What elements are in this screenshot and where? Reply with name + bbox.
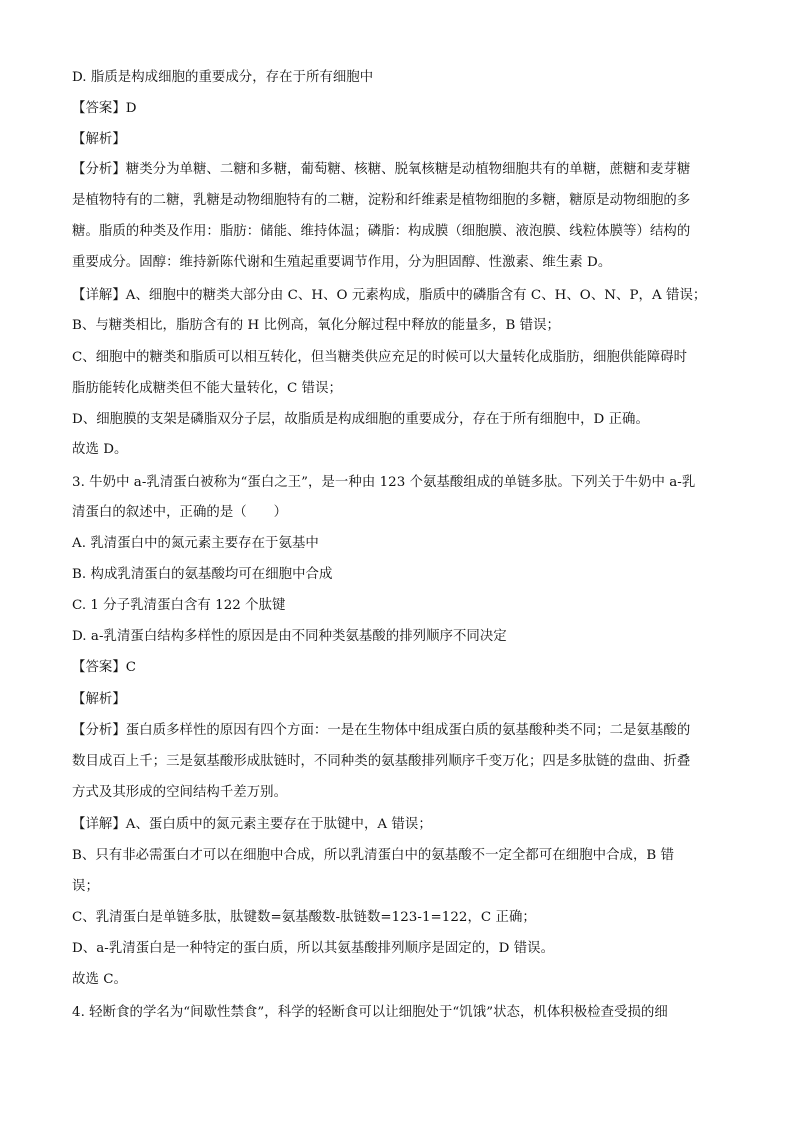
q2-answer: 【答案】D: [72, 101, 137, 116]
q3-detail-line: 误；: [72, 879, 99, 894]
q3-analysis-line: 方式及其形成的空间结构千差万别。: [72, 785, 288, 800]
q2-detail-line: B、与糖类相比，脂肪含有的 H 比例高，氧化分解过程中释放的能量多，B 错误；: [72, 318, 560, 333]
q3-detail-line: 【详解】A、蛋白质中的氮元素主要存在于肽键中，A 错误；: [72, 817, 432, 832]
q2-analysis-line: 糖。脂质的种类及作用：脂肪：储能、维持体温；磷脂：构成膜（细胞膜、液泡膜、线粒体膜等）结构的: [72, 224, 691, 239]
q2-detail-line: D、细胞膜的支架是磷脂双分子层，故脂质是构成细胞的重要成分，存在于所有细胞中，D 正确。: [72, 412, 649, 427]
q3-detail-line: C、乳清蛋白是单链多肽，肽键数=氨基酸数-肽链数=123-1=122，C 正确；: [72, 910, 536, 925]
q2-detail-line: C、细胞中的糖类和脂质可以相互转化，但当糖类供应充足的时候可以大量转化成脂肪，细胞供能障碍时: [72, 350, 688, 365]
q3-option-c: C. 1 分子乳清蛋白含有 122 个肽键: [72, 598, 286, 613]
q2-option-d: D. 脂质是构成细胞的重要成分，存在于所有细胞中: [72, 70, 374, 85]
q2-analysis-line: 重要成分。固醇：维持新陈代谢和生殖起重要调节作用，分为胆固醇、性激素、维生素 D。: [72, 255, 612, 270]
q3-analysis-line: 【分析】蛋白质多样性的原因有四个方面：一是在生物体中组成蛋白质的氨基酸种类不同；二是氨基酸的: [72, 723, 691, 738]
q3-answer: 【答案】C: [72, 660, 137, 675]
q3-conclusion: 故选 C。: [72, 972, 127, 987]
q2-detail-line: 【详解】A、细胞中的糖类大部分由 C、H、O 元素构成，脂质中的磷脂含有 C、H、O、N、P，A 错误；: [72, 288, 707, 303]
q3-option-b: B. 构成乳清蛋白的氨基酸均可在细胞中合成: [72, 567, 333, 582]
q3-analysis-label: 【解析】: [72, 692, 126, 707]
q3-analysis-line: 数目成百上千；三是氨基酸形成肽链时，不同种类的氨基酸排列顺序千变万化；四是多肽链的盘曲、折叠: [72, 754, 691, 769]
q2-analysis-line: 【分析】糖类分为单糖、二糖和多糖，葡萄糖、核糖、脱氧核糖是动植物细胞共有的单糖，蔗糖和麦芽糖: [72, 162, 691, 177]
q2-analysis-line: 是植物特有的二糖，乳糖是动物细胞特有的二糖，淀粉和纤维素是植物细胞的多糖，糖原是动物细胞的多: [72, 193, 691, 208]
q3-detail-line: D、a-乳清蛋白是一种特定的蛋白质，所以其氨基酸排列顺序是固定的，D 错误。: [72, 941, 555, 956]
q3-option-d: D. a-乳清蛋白结构多样性的原因是由不同种类氨基酸的排列顺序不同决定: [72, 629, 507, 644]
q3-detail-line: B、只有非必需蛋白才可以在细胞中合成，所以乳清蛋白中的氨基酸不一定全都可在细胞中合成，B 错: [72, 848, 675, 863]
q2-analysis-label: 【解析】: [72, 132, 126, 147]
q4-stem-line: 4. 轻断食的学名为“间歇性禁食”，科学的轻断食可以让细胞处于“饥饿”状态，机体积极检查受损的细: [72, 1005, 668, 1020]
q2-conclusion: 故选 D。: [72, 442, 128, 457]
q2-detail-line: 脂肪能转化成糖类但不能大量转化，C 错误；: [72, 381, 342, 396]
q3-stem-line: 清蛋白的叙述中，正确的是（ ）: [72, 505, 288, 520]
q3-option-a: A. 乳清蛋白中的氮元素主要存在于氨基中: [72, 536, 319, 551]
q3-stem-line: 3. 牛奶中 a-乳清蛋白被称为“蛋白之王”，是一种由 123 个氨基酸组成的单链多肽。下列关于牛奶中 a-乳: [72, 475, 696, 490]
